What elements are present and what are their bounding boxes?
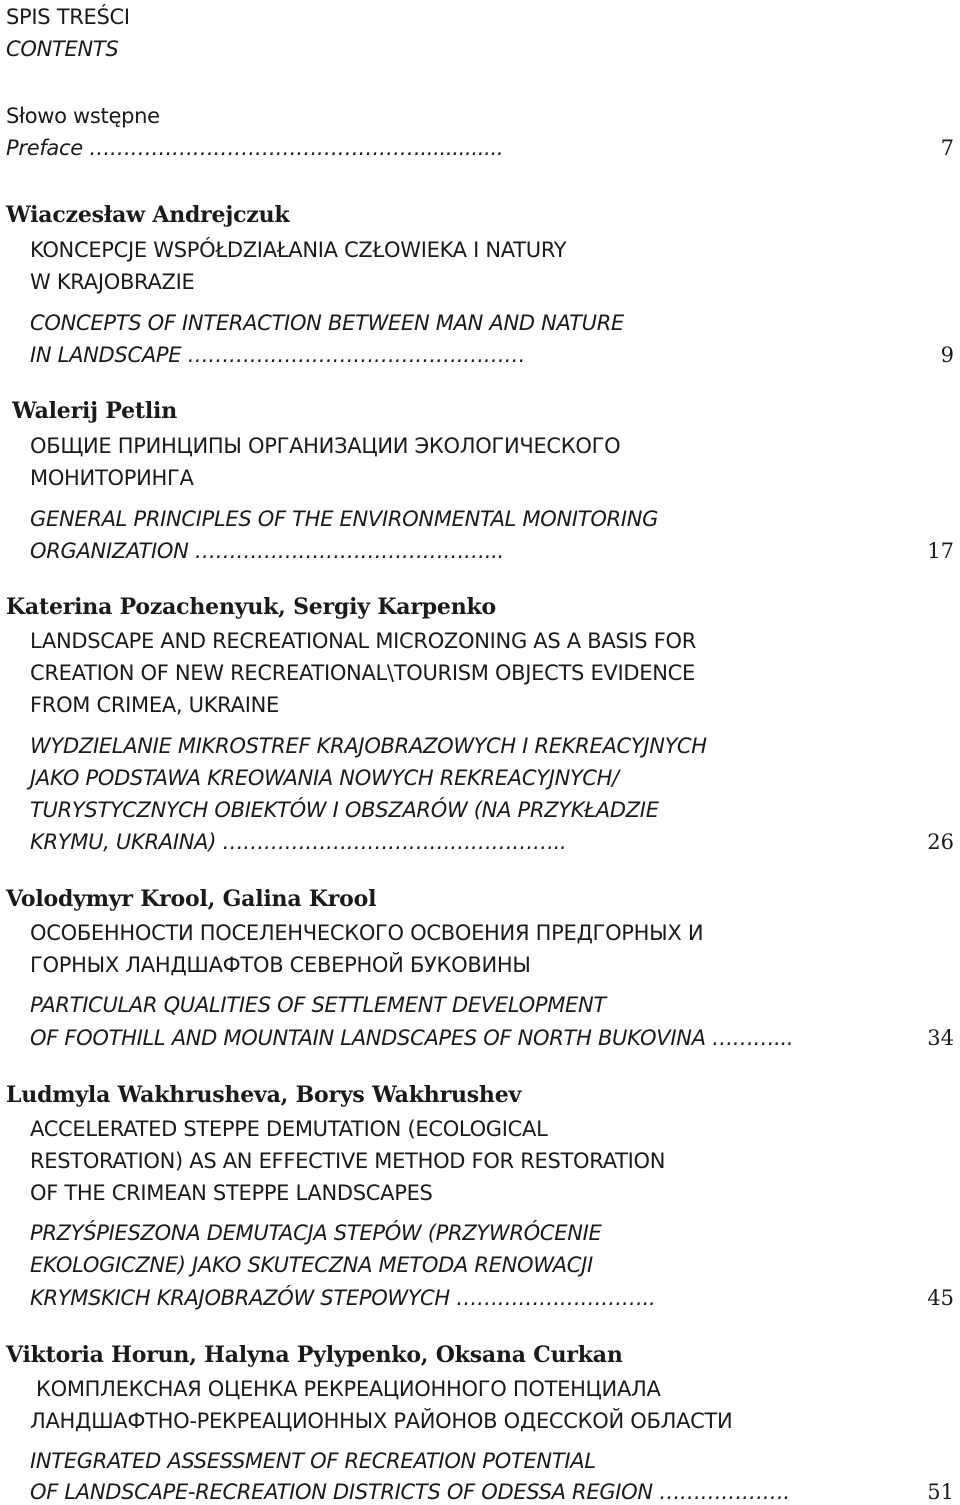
entry-title-line: ЛАНДШАФТНО-РЕКРЕАЦИОННЫХ РАЙОНОВ ОДЕССКОЙ ОБЛАСТИ — [30, 1409, 733, 1433]
entry-title-line: LANDSCAPE AND RECREATIONAL MICROZONING AS A BASIS FOR — [30, 629, 697, 653]
toc-heading-english: CONTENTS — [6, 37, 119, 61]
entry-translated-title-line: IN LANDSCAPE ………………………………….……… — [30, 343, 526, 367]
entry-title-line: ГОРНЫХ ЛАНДШАФТОВ СЕВЕРНОЙ БУКОВИНЫ — [30, 953, 531, 977]
entry-translated-title-line: GENERAL PRINCIPLES OF THE ENVIRONMENTAL MONITORING — [30, 507, 659, 531]
entry-translated-title-line: CONCEPTS OF INTERACTION BETWEEN MAN AND NATURE — [30, 311, 624, 335]
entry-title-line: МОНИТОРИНГА — [30, 466, 194, 490]
entry-author: Walerij Petlin — [12, 398, 177, 424]
entry-translated-title-line: EKOLOGICZNE) JAKO SKUTECZNA METODA RENOWACJI — [30, 1253, 593, 1277]
entry-translated-title-line: KRYMSKICH KRAJOBRAZÓW STEPOWYCH ……………………….. — [30, 1286, 656, 1310]
entry-title-line: Słowo wstępne — [6, 104, 160, 128]
entry-author: Volodymyr Krool, Galina Krool — [6, 886, 377, 912]
entry-page-number: 17 — [927, 539, 954, 563]
entry-translated-title-line: Preface …………………………………………............. — [6, 136, 504, 160]
entry-title-line: RESTORATION) AS AN EFFECTIVE METHOD FOR RESTORATION — [30, 1149, 666, 1173]
entry-translated-title-line: TURYSTYCZNYCH OBIEKTÓW I OBSZARÓW (NA PRZYKŁADZIE — [30, 798, 659, 822]
entry-title-line: KONCEPCJE WSPÓŁDZIAŁANIA CZŁOWIEKA I NATURY — [30, 238, 567, 262]
entry-title-line: ACCELERATED STEPPE DEMUTATION (ECOLOGICAL — [30, 1117, 548, 1141]
entry-author: Katerina Pozachenyuk, Sergiy Karpenko — [6, 594, 497, 620]
entry-title-line: OF THE CRIMEAN STEPPE LANDSCAPES — [30, 1181, 433, 1205]
entry-page-number: 9 — [940, 343, 954, 367]
entry-page-number: 34 — [927, 1026, 954, 1050]
toc-heading-polish: SPIS TREŚCI — [6, 5, 130, 29]
entry-page-number: 26 — [927, 830, 954, 854]
entry-translated-title-line: INTEGRATED ASSESSMENT OF RECREATION POTENTIAL — [30, 1449, 596, 1473]
entry-title-line: ОБЩИЕ ПРИНЦИПЫ ОРГАНИЗАЦИИ ЭКОЛОГИЧЕСКОГО — [30, 434, 621, 458]
entry-author: Ludmyla Wakhrusheva, Borys Wakhrushev — [6, 1082, 522, 1108]
entry-translated-title-line: JAKO PODSTAWA KREOWANIA NOWYCH REKREACYJNYCH/ — [30, 766, 619, 790]
entry-page-number: 51 — [927, 1480, 954, 1504]
entry-title-line: FROM CRIMEA, UKRAINE — [30, 693, 279, 717]
entry-title-line: КОМПЛЕКСНАЯ ОЦЕНКА РЕКРЕАЦИОННОГО ПОТЕНЦИАЛА — [36, 1377, 661, 1401]
entry-translated-title-line: OF FOOTHILL AND MOUNTAIN LANDSCAPES OF NORTH BUKOVINA ………... — [30, 1026, 794, 1050]
entry-author: Viktoria Horun, Halyna Pylypenko, Oksana Curkan — [6, 1342, 623, 1368]
entry-translated-title-line: KRYMU, UKRAINA) ………………………………………….. — [30, 830, 567, 854]
entry-title-line: ОСОБЕННОСТИ ПОСЕЛЕНЧЕСКОГО ОСВОЕНИЯ ПРЕДГОРНЫХ И — [30, 921, 704, 945]
entry-translated-title-line: ORGANIZATION ……………………………………... — [30, 539, 504, 563]
entry-title-line: W KRAJOBRAZIE — [30, 270, 195, 294]
entry-page-number: 45 — [927, 1286, 954, 1310]
entry-page-number: 7 — [940, 136, 954, 160]
entry-author: Wiaczesław Andrejczuk — [6, 202, 290, 228]
entry-translated-title-line: OF LANDSCAPE-RECREATION DISTRICTS OF ODESSA REGION ………………. — [30, 1480, 790, 1504]
entry-translated-title-line: PARTICULAR QUALITIES OF SETTLEMENT DEVELOPMENT — [30, 993, 606, 1017]
entry-translated-title-line: WYDZIELANIE MIKROSTREF KRAJOBRAZOWYCH I REKREACYJNYCH — [30, 734, 707, 758]
entry-translated-title-line: PRZYŚPIESZONA DEMUTACJA STEPÓW (PRZYWRÓCENIE — [30, 1221, 602, 1245]
entry-title-line: CREATION OF NEW RECREATIONAL\TOURISM OBJECTS EVIDENCE — [30, 661, 695, 685]
